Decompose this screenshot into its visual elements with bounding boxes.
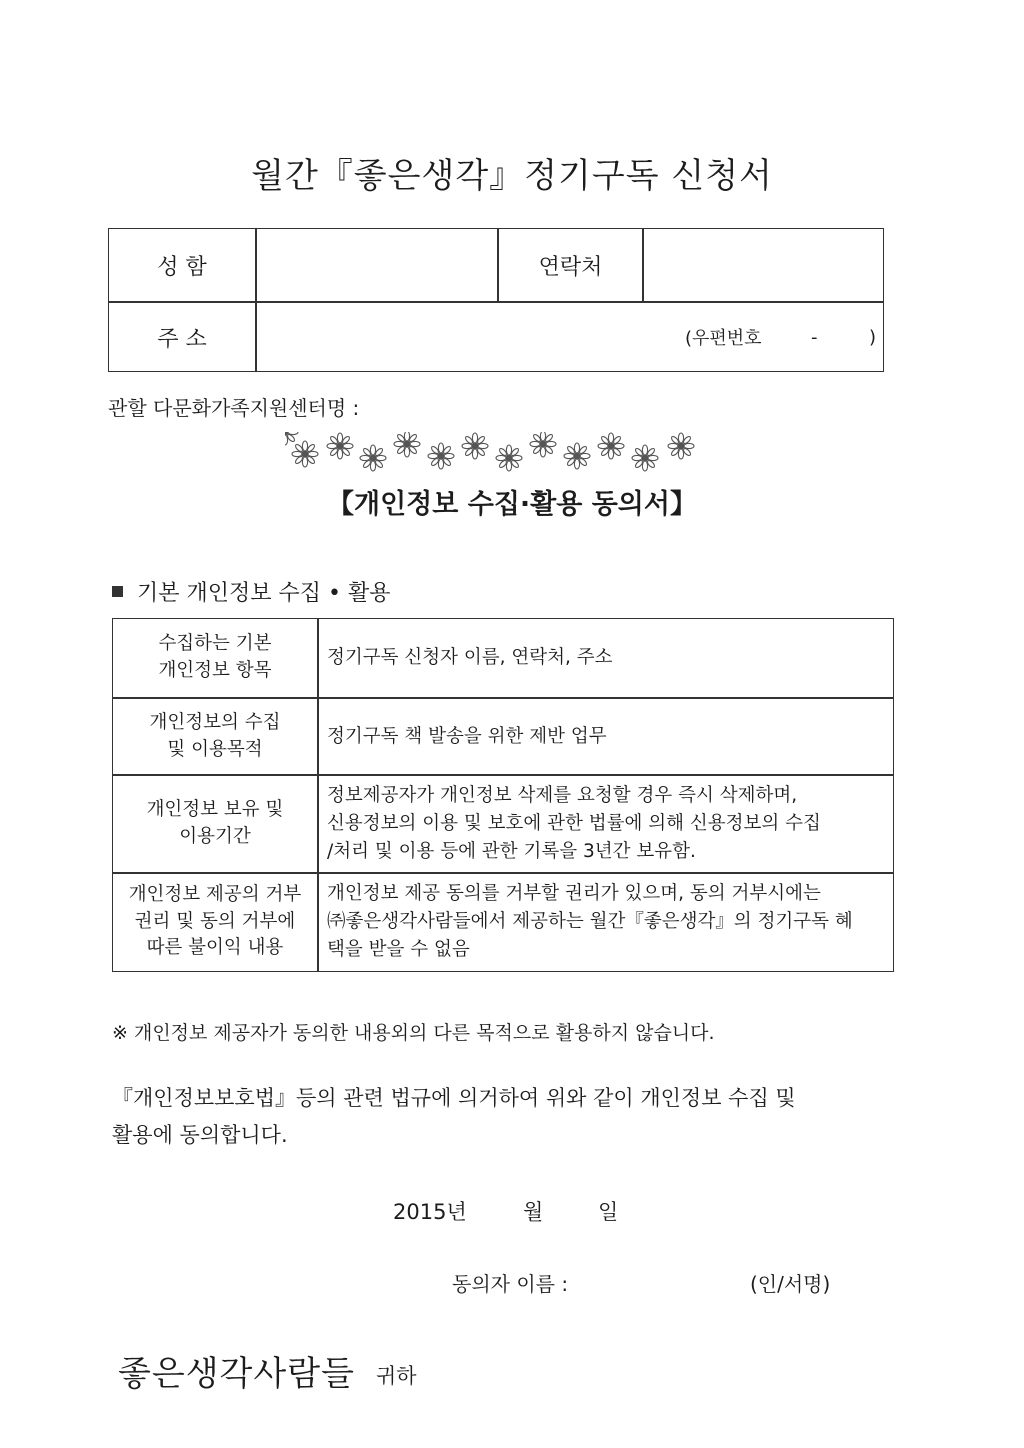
consent-statement: 『개인정보보호법』등의 관련 법규에 의거하여 위와 같이 개인정보 수집 및 활용에 동의합니다. — [112, 1086, 796, 1147]
usage-note: ※ 개인정보 제공자가 동의한 내용외의 다른 목적으로 활용하지 않습니다. — [112, 1022, 715, 1044]
signer-label: 동의자 이름 : — [452, 1272, 569, 1296]
address-label: 주 소 — [157, 326, 207, 352]
section-heading — [112, 576, 390, 607]
address-field[interactable] — [257, 303, 882, 371]
table-row-label: 개인정보 제공의 거부 권리 및 동의 거부에 따른 불이익 내용 — [128, 883, 302, 959]
table-row-content: 정기구독 책 발송을 위한 제반 업무 — [327, 725, 607, 747]
postal-dash: - — [811, 326, 818, 348]
name-label: 성 함 — [157, 254, 207, 280]
table-row-content: 정보제공자가 개인정보 삭제를 요청할 경우 즉시 삭제하며, 신용정보의 이용 및 보호에 관한 법률에 의해 신용정보의 수집 /처리 및 이용 등에 관한 기록을 3년간 보유함. — [327, 785, 821, 862]
date-year: 2015년 — [393, 1200, 467, 1224]
honorific: 귀하 — [376, 1364, 417, 1388]
table-row-label: 개인정보의 수집 및 이용목적 — [149, 711, 281, 760]
form-title: 월간『좋은생각』정기구독 신청서 — [251, 156, 773, 196]
consent-table — [112, 618, 894, 972]
date-month: 월 — [523, 1200, 544, 1224]
consent-title: 【개인정보 수집·활용 동의서】 — [327, 489, 697, 520]
square-bullet-icon — [112, 586, 123, 597]
table-row-label: 개인정보 보유 및 이용기간 — [146, 799, 284, 847]
center-name-label: 관할 다문화가족지원센터명 : — [108, 396, 360, 420]
section-heading-text: 기본 개인정보 수집 • 활용 — [137, 581, 391, 606]
date-day: 일 — [598, 1200, 619, 1224]
contact-label: 연락처 — [538, 254, 603, 280]
contact-field[interactable] — [644, 229, 882, 301]
signature-field[interactable]: (인/서명) — [750, 1272, 831, 1296]
applicant-table — [108, 228, 884, 372]
table-row-content: 정기구독 신청자 이름, 연락처, 주소 — [327, 647, 613, 669]
table-row-label: 수집하는 기본 개인정보 항목 — [158, 633, 272, 681]
name-field[interactable] — [257, 229, 497, 301]
flower-border-decoration — [285, 432, 705, 472]
postal-code-label: (우편번호 — [685, 328, 762, 349]
table-row-content: 개인정보 제공 동의를 거부할 권리가 있으며, 동의 거부시에는 ㈜좋은생각사람들에서 제공하는 월간『좋은생각』의 정기구독 혜 택을 받을 수 없음 — [327, 883, 853, 960]
recipient-name: 좋은생각사람들 — [118, 1354, 355, 1394]
postal-close: ) — [869, 326, 877, 348]
